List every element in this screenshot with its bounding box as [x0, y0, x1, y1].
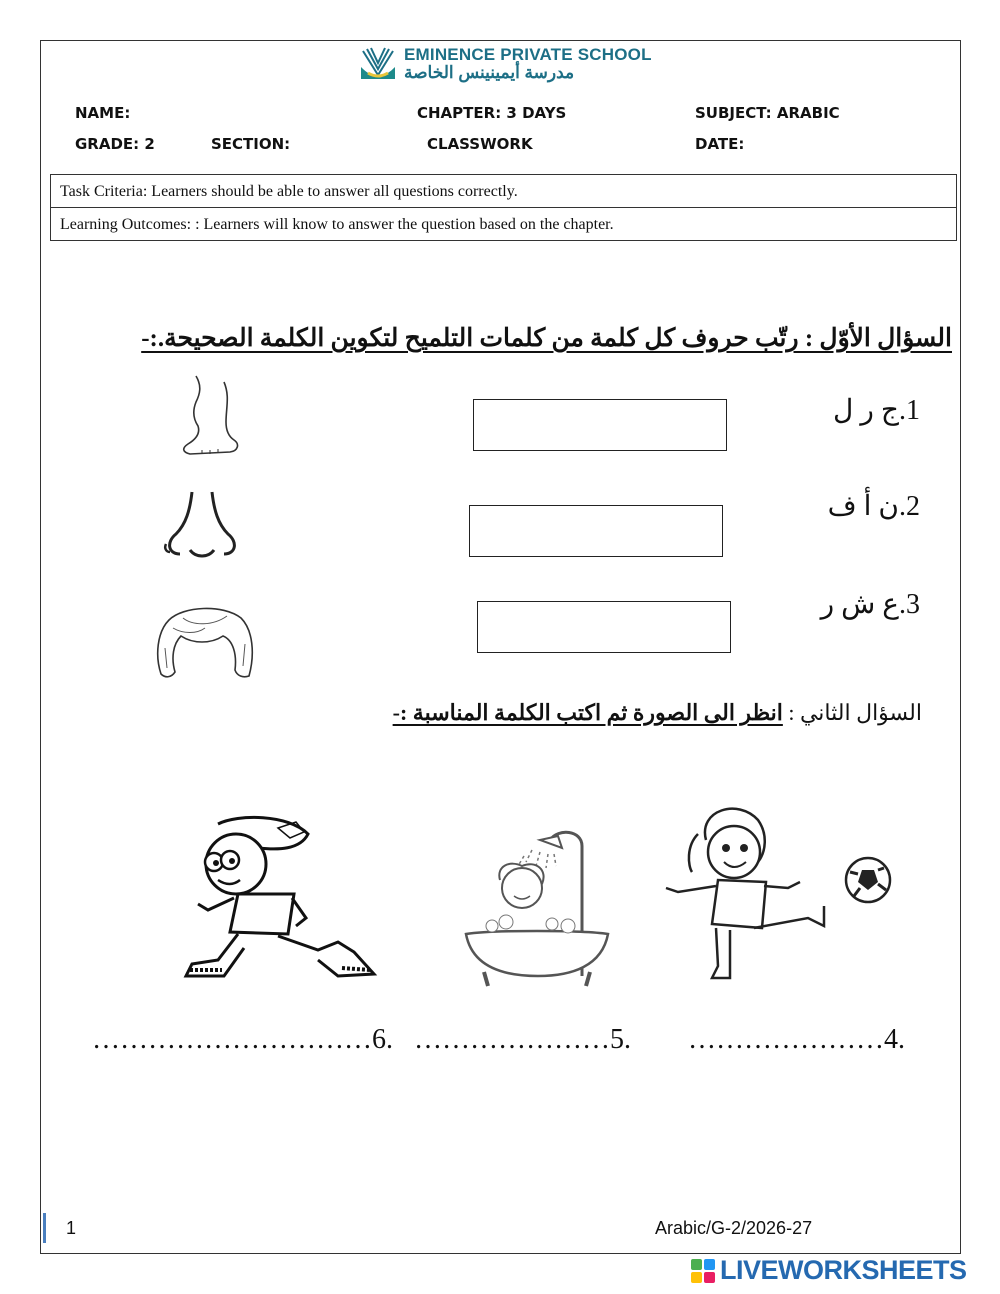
blank-5-number: 5.	[610, 1024, 631, 1055]
answer-box-1[interactable]	[473, 399, 727, 451]
footer-reference: Arabic/G-2/2026-27	[655, 1218, 813, 1238]
q1-item-3-letters: ع ش ر	[820, 589, 899, 620]
answer-box-2[interactable]	[469, 505, 723, 557]
q1-item-1-number: 1.	[899, 395, 920, 426]
grade-label: GRADE: 2	[75, 135, 155, 153]
chapter-label: CHAPTER: 3 DAYS	[417, 104, 567, 122]
blank-6-dots: …………………………	[92, 1024, 372, 1055]
blank-4-dots: …………………	[688, 1024, 884, 1055]
work-type-label: CLASSWORK	[427, 135, 533, 153]
page-number: 1	[66, 1218, 77, 1238]
nose-icon	[162, 488, 244, 560]
q1-item-3	[760, 587, 920, 621]
question-2-label: السؤال الثاني :	[788, 700, 922, 725]
blank-5-dots: …………………	[414, 1024, 610, 1055]
task-criteria: Task Criteria: Learners should be able to answer all questions correctly.	[60, 183, 518, 200]
liveworksheets-logo-icon	[690, 1258, 716, 1284]
section-label: SECTION:	[211, 135, 291, 153]
school-logo	[360, 45, 652, 83]
q1-item-1-letters: ج ر ل	[833, 395, 899, 426]
school-logo-icon	[360, 45, 396, 81]
q1-item-2-number: 2.	[899, 491, 920, 522]
q1-item-3-number: 3.	[899, 589, 920, 620]
q1-item-1	[760, 393, 920, 427]
school-name-en: EMINENCE PRIVATE SCHOOL	[404, 45, 652, 64]
subject-label: SUBJECT: ARABIC	[695, 104, 840, 122]
blank-6-number: 6.	[372, 1024, 393, 1055]
date-label: DATE:	[695, 135, 745, 153]
answer-blanks	[92, 1024, 922, 1064]
learning-outcomes: Learning Outcomes: : Learners will know to answer the question based on the chapter.	[51, 207, 956, 239]
liveworksheets-text: LIVEWORKSHEETS	[720, 1255, 967, 1285]
answer-box-3[interactable]	[477, 601, 731, 653]
hair-icon	[153, 604, 257, 682]
q1-item-2-letters: ن أ ف	[827, 491, 899, 522]
blank-4-number: 4.	[884, 1024, 905, 1055]
girl-kicking-ball-picture	[658, 800, 898, 984]
question-2-instruction: انظر الى الصورة ثم اكتب الكلمة المناسبة :-	[392, 700, 783, 725]
blank-6[interactable]	[92, 1024, 393, 1056]
running-boy-picture	[178, 814, 380, 984]
liveworksheets-watermark[interactable]	[690, 1255, 990, 1287]
q1-item-2	[760, 489, 920, 523]
leg-foot-icon	[172, 372, 252, 458]
girl-bathing-picture	[462, 826, 612, 988]
question-2-title	[282, 700, 922, 726]
blank-4[interactable]	[688, 1024, 905, 1056]
question-1-title: السؤال الأوّل : رتّب حروف كل كلمة من كلمات التلميح لتكوين الكلمة الصحيحة.:-	[141, 325, 952, 352]
criteria-table	[50, 174, 957, 241]
footer-accent-bar	[43, 1213, 46, 1243]
school-name-ar: مدرسة أيمينينس الخاصة	[404, 63, 575, 82]
name-label: NAME:	[75, 104, 131, 122]
blank-5[interactable]	[414, 1024, 631, 1056]
